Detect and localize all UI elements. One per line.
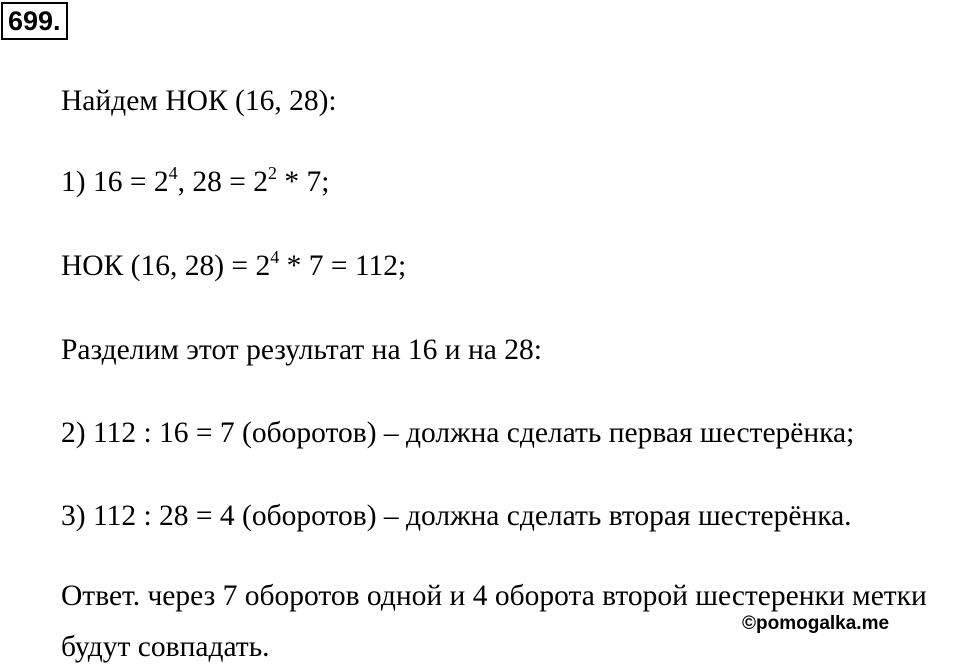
intro-line: Найдем НОК (16, 28):	[61, 85, 337, 117]
factorization-text-3: * 7;	[276, 166, 330, 198]
step-3-line: 3) 112 : 28 = 4 (оборотов) – должна сделать вторая шестерёнка.	[61, 500, 852, 532]
factorization-text-2: , 28 = 2	[177, 166, 268, 198]
lcm-text-1: НОК (16, 28) = 2	[61, 250, 271, 282]
exponent-2: 2	[267, 163, 277, 183]
lcm-line	[61, 249, 406, 283]
lcm-text-2: * 7 = 112;	[279, 250, 407, 282]
lcm-exponent: 4	[270, 247, 280, 267]
answer-line-2: будут совпадать.	[61, 631, 270, 663]
divide-intro-line: Разделим этот результат на 16 и на 28:	[61, 334, 542, 366]
factorization-line	[61, 165, 329, 199]
problem-number: 699.	[1, 2, 68, 40]
step-2-line: 2) 112 : 16 = 7 (оборотов) – должна сделать первая шестерёнка;	[61, 417, 855, 449]
exponent-1: 4	[168, 163, 178, 183]
watermark: ©pomogalka.me	[742, 613, 890, 634]
factorization-text-1: 1) 16 = 2	[61, 166, 169, 198]
answer-line-1: Ответ. через 7 оборотов одной и 4 оборота второй шестеренки метки	[61, 580, 927, 612]
